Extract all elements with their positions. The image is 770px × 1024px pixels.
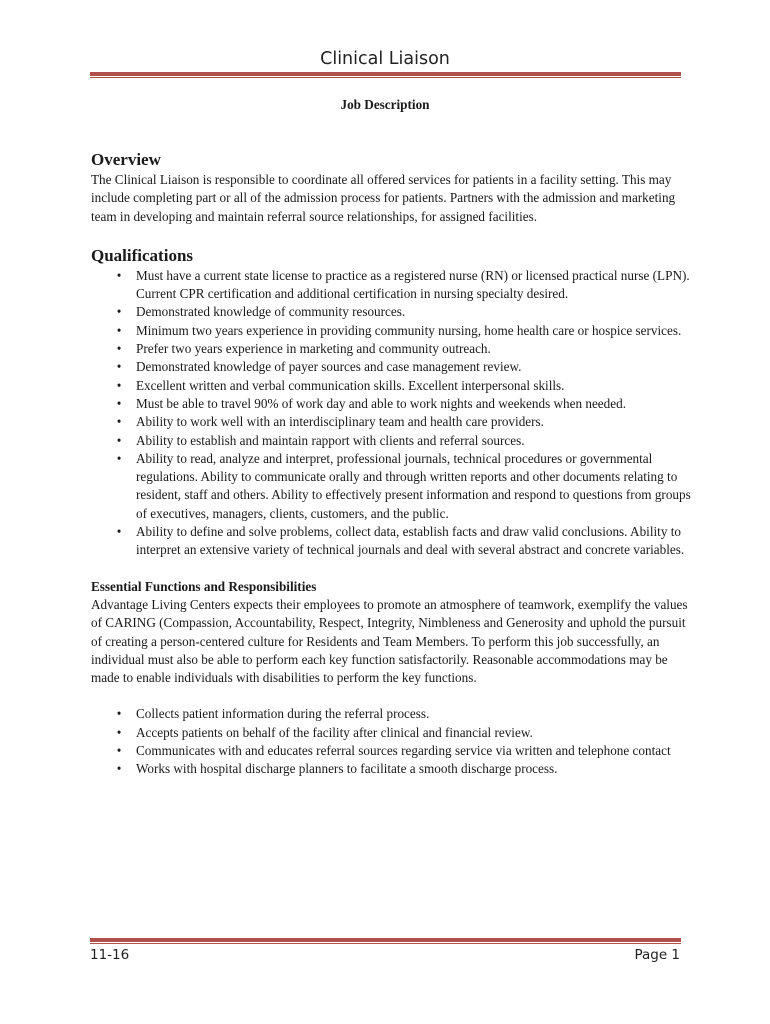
bullet-icon: • (116, 724, 122, 740)
bullet-icon: • (116, 524, 122, 540)
overview-text: The Clinical Liaison is responsible to coordinate all offered services for patients in a facility setting. This may include completing part or all of the admission process for patients. Partners with the admission and marketing team in developing and maintain referral source relationships, for assigned facilities. (91, 172, 676, 224)
header-rule (90, 72, 681, 78)
list-item: • Collects patient information during the referral process. (91, 705, 691, 723)
bullet-icon: • (116, 304, 122, 320)
bullet-icon: • (116, 414, 122, 430)
qualifications-heading: Qualifications (91, 245, 194, 265)
list-item: • Communicates with and educates referral sources regarding service via written and telephone contact (91, 742, 691, 760)
essential-functions-list (91, 705, 691, 778)
list-item: • Ability to establish and maintain rapport with clients and referral sources. (91, 432, 691, 450)
bullet-icon: • (116, 706, 122, 722)
footer-rule (90, 938, 681, 944)
bullet-icon: • (116, 395, 122, 411)
bullet-icon: • (116, 377, 122, 393)
bullet-icon: • (116, 322, 122, 338)
list-item: • Works with hospital discharge planners to facilitate a smooth discharge process. (91, 760, 691, 778)
footer-date-code: 11-16 (90, 947, 130, 963)
list-item: • Demonstrated knowledge of community resources. (91, 303, 691, 321)
bullet-icon: • (116, 267, 122, 283)
list-item: • Prefer two years experience in marketing and community outreach. (91, 340, 691, 358)
bullet-icon: • (116, 450, 122, 466)
essential-functions-text: Advantage Living Centers expects their employees to promote an atmosphere of teamwork, exemplify the values of CARING (Compassion, Accountability, Respect, Integrity, Nimbleness and Generosity and uphold the pursuit of creating a person-centered culture for Residents and Team Members. To perform this job successfully, an individual must also be able to perform each key function satisfactorily. Reasonable accommodations may be made to enable individuals with disabilities to perform the key functions. (91, 596, 688, 686)
list-item: • Ability to work well with an interdisciplinary team and health care providers. (91, 413, 691, 431)
document-subtitle: Job Description (340, 97, 430, 112)
overview-heading: Overview (91, 150, 161, 169)
list-item: • Accepts patients on behalf of the facility after clinical and financial review. (91, 724, 691, 742)
list-item: • Ability to read, analyze and interpret, professional journals, technical procedures or governmental regulations. Ability to communicate orally and through written reports and other documents relating to resident, staff and others. Ability to effectively present information and respond to questions from groups of executives, managers, clients, customers, and the public. (91, 450, 691, 523)
list-item: • Minimum two years experience in providing community nursing, home health care or hospice services. (91, 322, 691, 340)
list-item: • Excellent written and verbal communication skills. Excellent interpersonal skills. (91, 377, 691, 395)
page-title: Clinical Liaison (320, 49, 450, 69)
bullet-icon: • (116, 761, 122, 777)
list-item: • Ability to define and solve problems, collect data, establish facts and draw valid conclusions. Ability to interpret an extensive variety of technical journals and deal with several abstract and concrete variables. (91, 523, 691, 560)
qualifications-list (91, 267, 691, 560)
list-item: • Demonstrated knowledge of payer sources and case management review. (91, 358, 691, 376)
list-item: • Must be able to travel 90% of work day and able to work nights and weekends when needed. (91, 395, 691, 413)
essential-functions-heading: Essential Functions and Responsibilities (91, 578, 317, 594)
document-body (91, 149, 691, 779)
bullet-icon: • (116, 743, 122, 759)
bullet-icon: • (116, 432, 122, 448)
page-number: Page 1 (634, 947, 680, 963)
bullet-icon: • (116, 341, 122, 357)
list-item: • Must have a current state license to practice as a registered nurse (RN) or licensed practical nurse (LPN). Current CPR certification and additional certification in nursing specialty desired. (91, 267, 691, 304)
bullet-icon: • (116, 359, 122, 375)
